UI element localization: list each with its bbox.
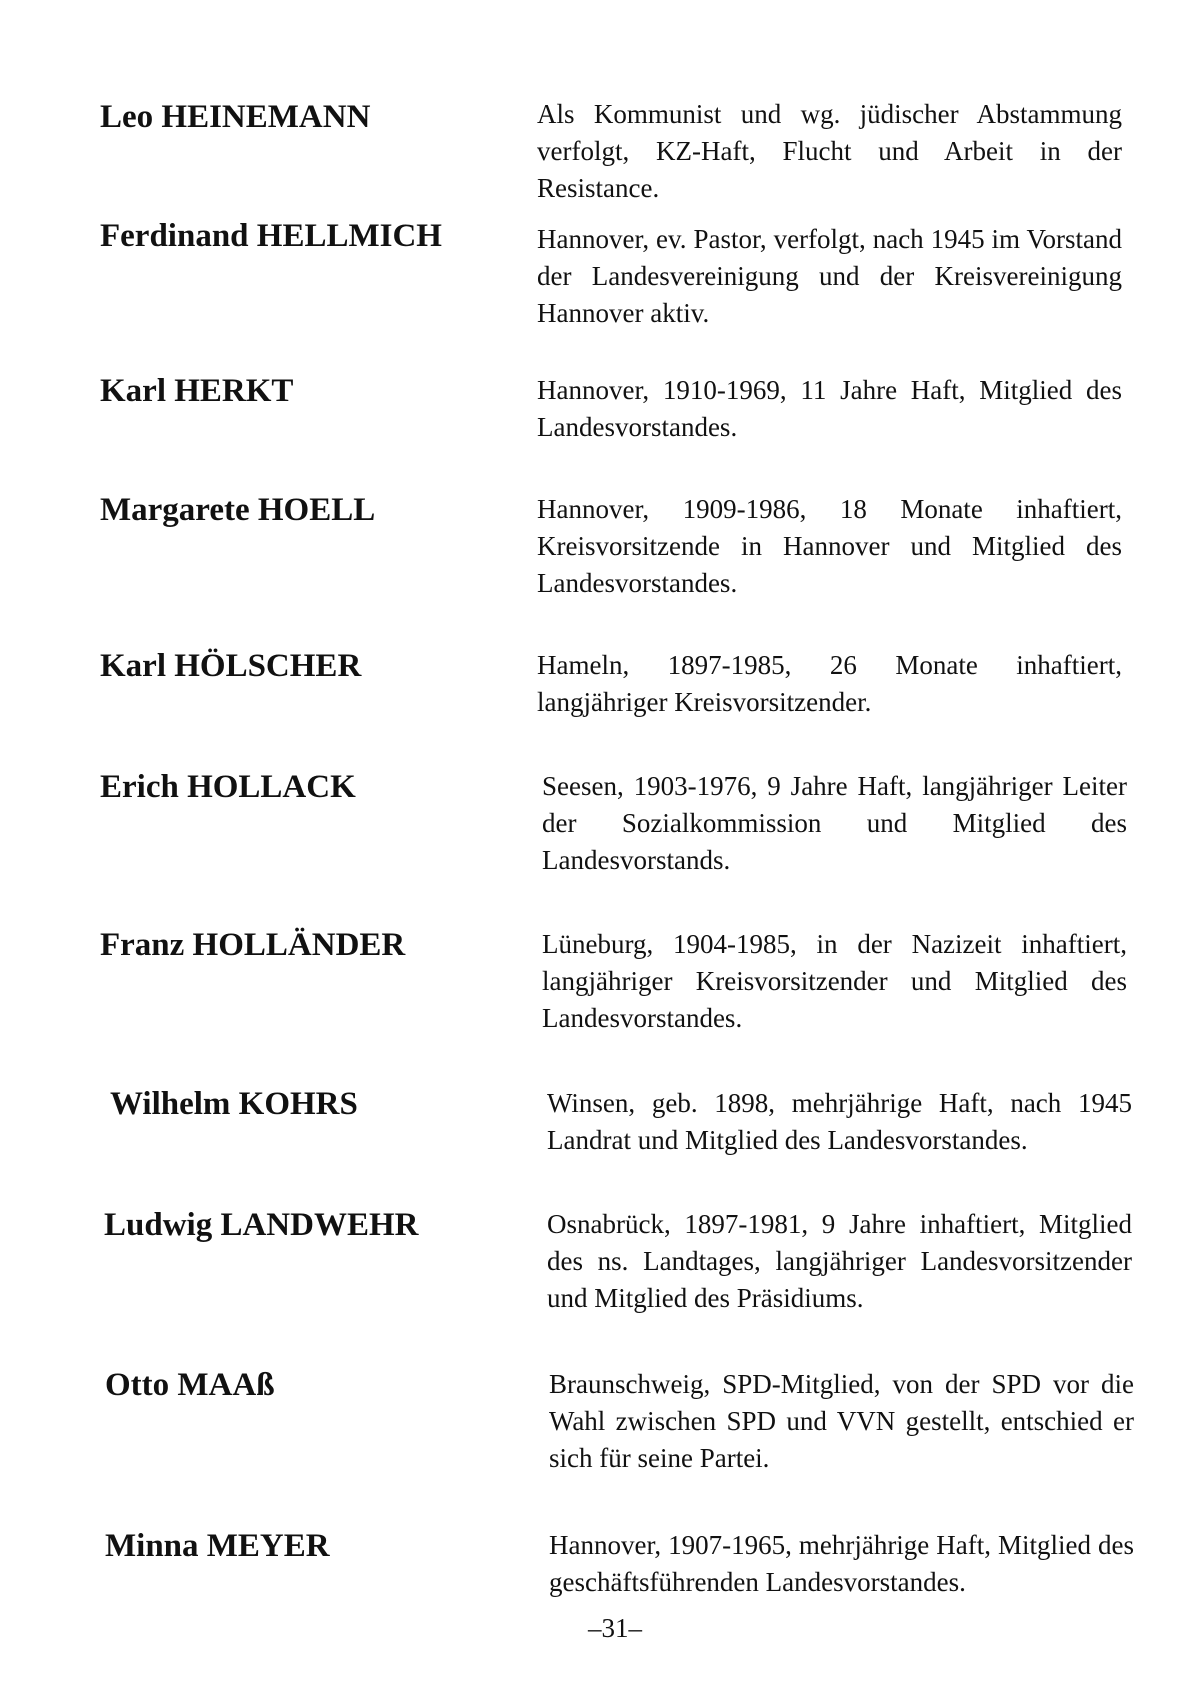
person-bio: Hannover, ev. Pastor, verfolgt, nach 1945 im Vorstand der Landesvereinigung und der Kreisvereinigung Hannover aktiv. bbox=[537, 224, 1122, 328]
person-name: Ludwig LANDWEHR bbox=[104, 1207, 419, 1243]
person-name: Margarete HOELL bbox=[100, 492, 376, 528]
person-name: Karl HÖLSCHER bbox=[100, 648, 362, 684]
person-name: Ferdinand HELLMICH bbox=[100, 218, 442, 254]
person-bio: Hameln, 1897-1985, 26 Monate inhaftiert, langjähriger Kreisvorsitzender. bbox=[537, 650, 1122, 717]
person-name: Franz HOLLÄNDER bbox=[100, 927, 406, 963]
person-bio: Osnabrück, 1897-1981, 9 Jahre inhaftiert, Mitglied des ns. Landtages, langjähriger Landesvorsitzender und Mitglied des Präsidiums. bbox=[547, 1209, 1132, 1313]
person-name: Wilhelm KOHRS bbox=[110, 1086, 358, 1122]
person-bio: Winsen, geb. 1898, mehrjährige Haft, nach 1945 Landrat und Mitglied des Landesvorstandes. bbox=[547, 1088, 1132, 1155]
person-bio: Hannover, 1909-1986, 18 Monate inhaftiert, Kreisvorsitzende in Hannover und Mitglied des Landesvorstandes. bbox=[537, 494, 1122, 598]
person-name: Otto MAAß bbox=[105, 1367, 275, 1403]
page-number: –31– bbox=[588, 1613, 642, 1643]
person-bio: Als Kommunist und wg. jüdischer Abstammung verfolgt, KZ-Haft, Flucht und Arbeit in der Resistance. bbox=[537, 99, 1122, 203]
person-name: Karl HERKT bbox=[100, 373, 294, 409]
person-bio: Hannover, 1910-1969, 11 Jahre Haft, Mitglied des Landesvorstandes. bbox=[537, 375, 1122, 442]
person-bio: Hannover, 1907-1965, mehrjährige Haft, Mitglied des geschäftsführenden Landesvorstandes. bbox=[549, 1530, 1134, 1597]
person-name: Minna MEYER bbox=[105, 1528, 330, 1564]
person-bio: Seesen, 1903-1976, 9 Jahre Haft, langjähriger Leiter der Sozialkommission und Mitglied des Landesvorstands. bbox=[542, 771, 1127, 875]
person-bio: Lüneburg, 1904-1985, in der Nazizeit inhaftiert, langjähriger Kreisvorsitzender und Mitglied des Landesvorstandes. bbox=[542, 929, 1127, 1033]
person-bio: Braunschweig, SPD-Mitglied, von der SPD vor die Wahl zwischen SPD und VVN gestellt, entschied er sich für seine Partei. bbox=[549, 1369, 1134, 1473]
person-name: Erich HOLLACK bbox=[100, 769, 356, 805]
person-name: Leo HEINEMANN bbox=[100, 99, 371, 135]
